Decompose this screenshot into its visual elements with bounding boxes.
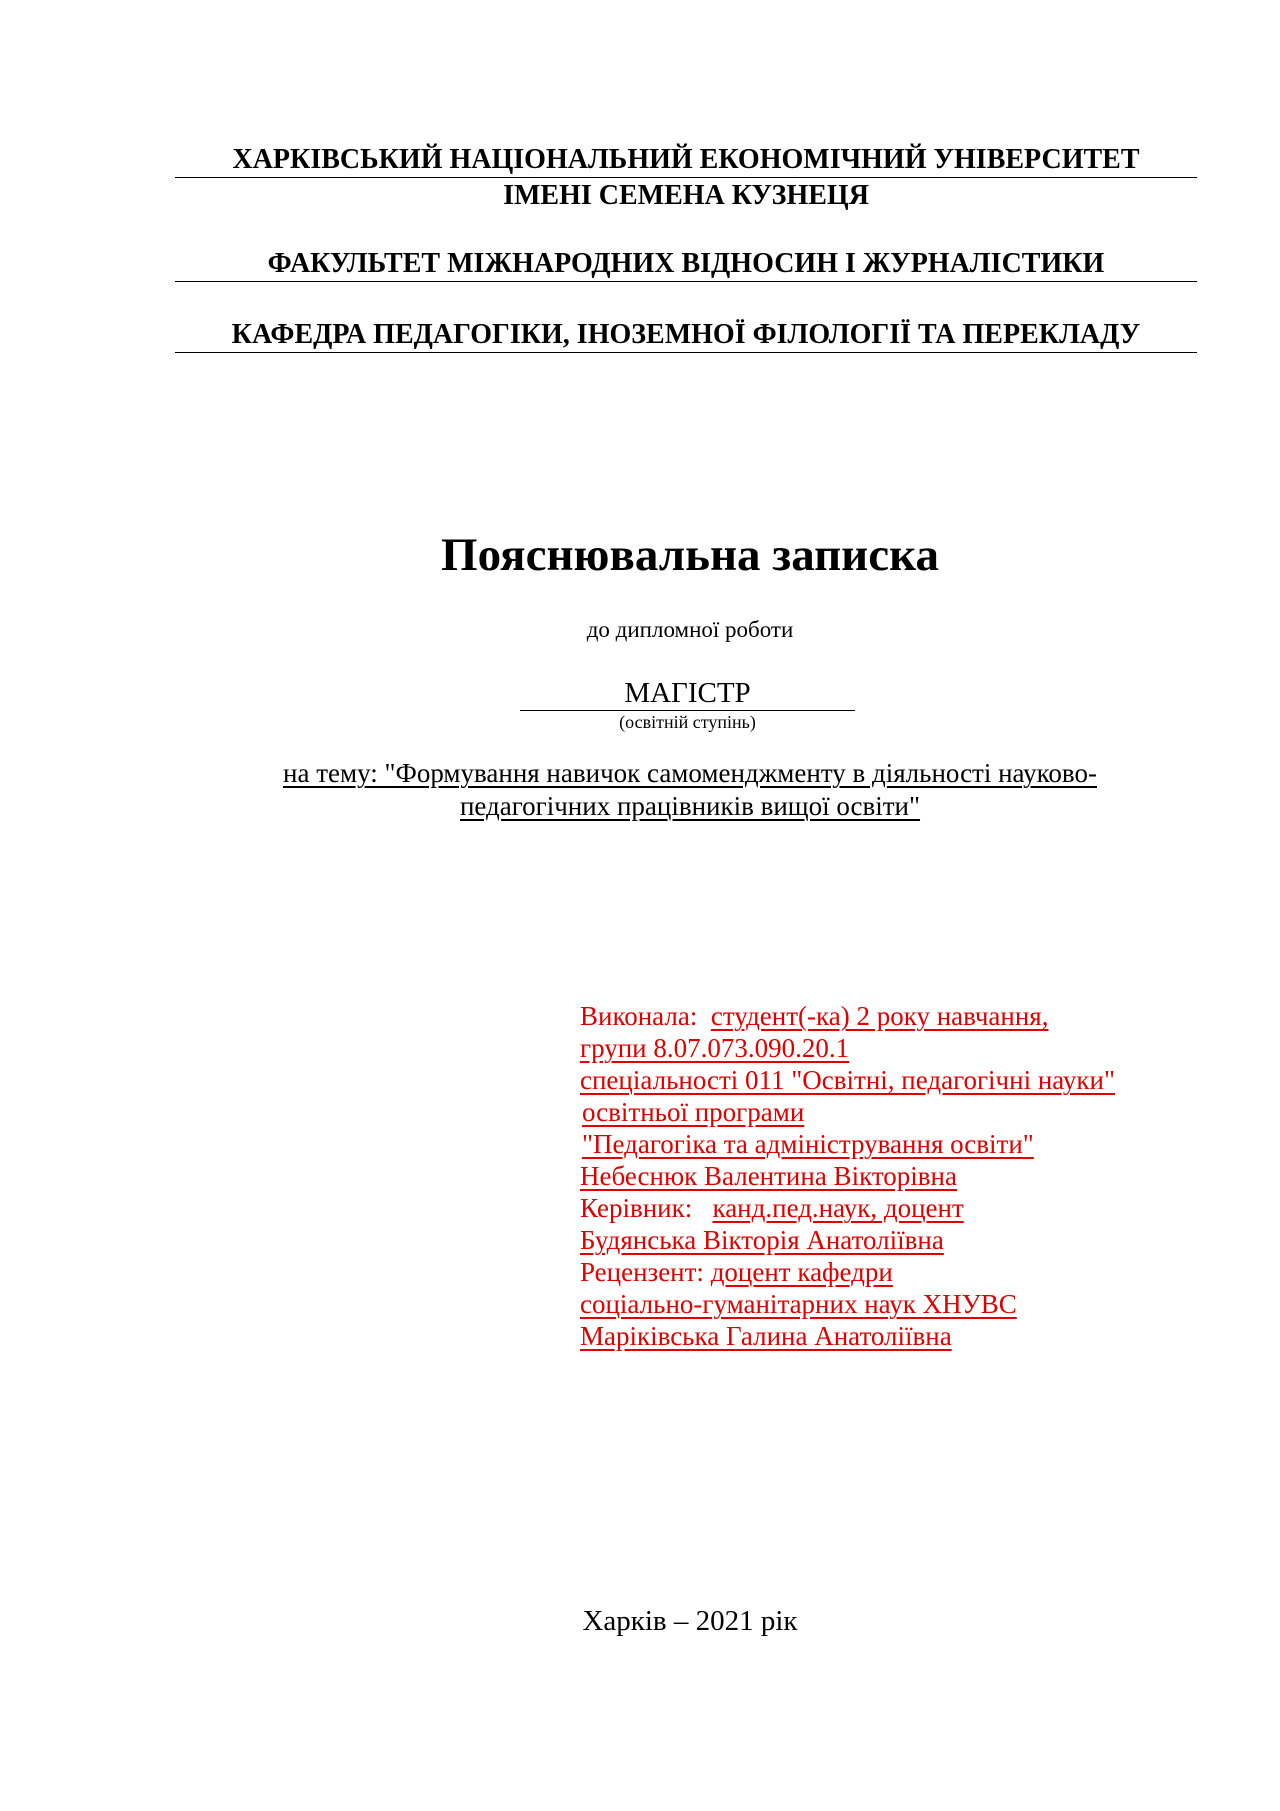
program-label: освітньої програми — [582, 1097, 805, 1127]
done-value: студент(-ка) 2 року навчання, — [710, 1001, 1049, 1031]
supervisor-row — [580, 1192, 964, 1224]
author-done-row — [580, 1000, 1048, 1032]
specialty-line: спеціальності 011 "Освітні, педагогічні науки" — [580, 1065, 1115, 1095]
supervisor-title: канд.пед.наук, доцент — [712, 1193, 964, 1223]
faculty-underline — [175, 281, 1197, 282]
document-subtitle: до дипломної роботи — [586, 617, 794, 642]
degree-field: МАГІСТР — [520, 676, 855, 711]
reviewer-label: Рецензент: — [580, 1257, 704, 1287]
supervisor-name: Будянська Вікторія Анатоліївна — [580, 1225, 944, 1255]
reviewer-department: соціально-гуманітарних наук ХНУВС — [580, 1289, 1017, 1319]
topic-line-1: на тему: "Формування навичок самоменджменту в діяльності науково- — [283, 758, 1097, 788]
university-name-line1: ХАРКІВСЬКИЙ НАЦІОНАЛЬНИЙ ЕКОНОМІЧНИЙ УНІВЕРСИТЕТ — [232, 144, 1140, 175]
department-name: КАФЕДРА ПЕДАГОГІКИ, ІНОЗЕМНОЇ ФІЛОЛОГІЇ ТА ПЕРЕКЛАДУ — [231, 319, 1141, 350]
topic-block — [0, 757, 1280, 823]
supervisor-label: Керівник: — [580, 1193, 693, 1223]
program-name: "Педагогіка та адміністрування освіти" — [582, 1129, 1034, 1159]
reviewer-title: доцент кафедри — [710, 1257, 893, 1287]
degree-caption: (освітній ступінь) — [619, 712, 756, 732]
done-label: Виконала: — [580, 1001, 698, 1031]
department-underline — [175, 352, 1197, 353]
topic-line-2: педагогічних працівників вищої освіти" — [459, 791, 921, 821]
reviewer-name: Маріківська Галина Анатоліївна — [580, 1321, 952, 1351]
reviewer-row — [580, 1256, 893, 1288]
city-year: Харків – 2021 рік — [582, 1605, 798, 1637]
faculty-name: ФАКУЛЬТЕТ МІЖНАРОДНИХ ВІДНОСИН І ЖУРНАЛІСТИКИ — [267, 248, 1105, 279]
university-name-line2: ІМЕНІ СЕМЕНА КУЗНЕЦЯ — [503, 180, 869, 211]
group-line: групи 8.07.073.090.20.1 — [580, 1033, 850, 1063]
author-name: Небеснюк Валентина Вікторівна — [580, 1161, 957, 1191]
document-title: Пояснювальна записка — [441, 529, 939, 581]
